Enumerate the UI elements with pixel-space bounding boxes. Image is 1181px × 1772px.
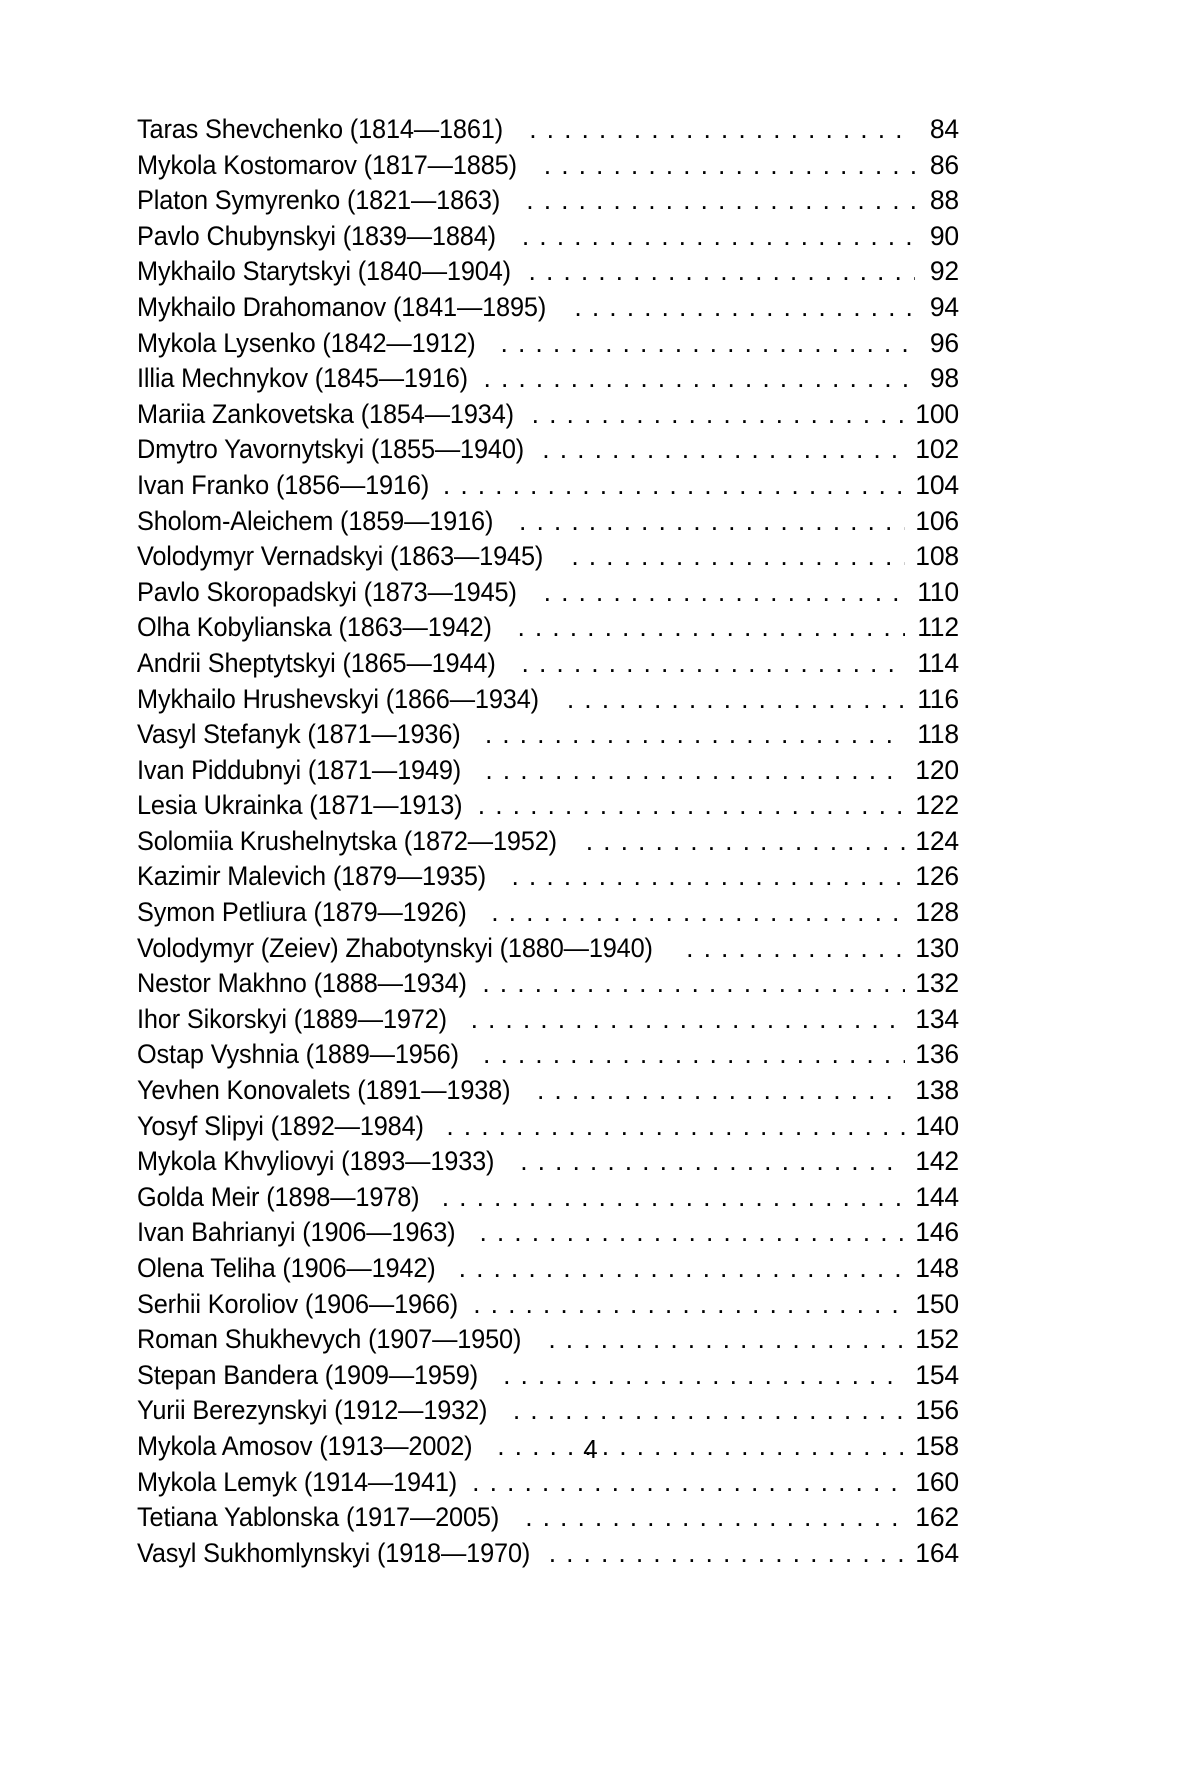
toc-entry-page-number: 90 (929, 220, 959, 251)
toc-entry-page-number: 160 (915, 1466, 959, 1497)
toc-entry-page-number: 134 (915, 1003, 959, 1034)
toc-entry[interactable] (137, 361, 959, 397)
toc-entry-title: Vasyl Sukhomlynskyi (1918—1970) (137, 1537, 531, 1568)
toc-dot-leader (442, 1184, 905, 1211)
toc-entry-title: Andrii Sheptytskyi (1865—1944) (137, 647, 496, 678)
toc-entry[interactable] (137, 859, 959, 895)
toc-entry[interactable] (137, 646, 959, 682)
toc-dot-leader (529, 116, 915, 143)
toc-dot-leader (549, 1540, 905, 1567)
toc-entry-page-number: 154 (915, 1359, 959, 1390)
toc-entry-page-number: 126 (915, 861, 959, 892)
footer-page-number: 4 (583, 1434, 598, 1464)
toc-dot-leader (542, 436, 905, 463)
toc-entry-page-number: 152 (915, 1324, 959, 1355)
toc-entry[interactable] (137, 1073, 959, 1109)
toc-dot-leader (519, 508, 905, 535)
toc-dot-leader (485, 757, 905, 784)
toc-entry[interactable] (137, 254, 959, 290)
toc-dot-leader (503, 1362, 905, 1389)
toc-dot-leader (446, 1113, 905, 1140)
toc-dot-leader (544, 152, 915, 179)
toc-entry-title: Lesia Ukrainka (1871—1913) (137, 790, 463, 821)
toc-entry[interactable] (137, 610, 959, 646)
toc-entry-title: Illia Mechnykov (1845—1916) (137, 363, 468, 394)
toc-dot-leader (471, 1006, 905, 1033)
toc-dot-leader (529, 258, 915, 285)
toc-dot-leader (491, 899, 905, 926)
toc-dot-leader (532, 401, 905, 428)
toc-entry-title: Solomiia Krushelnytska (1872—1952) (137, 825, 557, 856)
toc-entry-page-number: 116 (917, 683, 959, 714)
toc-entry[interactable] (137, 290, 959, 326)
toc-entry-title: Roman Shukhevych (1907—1950) (137, 1324, 522, 1355)
toc-dot-leader (513, 1397, 905, 1424)
toc-entry-page-number: 88 (929, 185, 959, 216)
toc-entry[interactable] (137, 1500, 959, 1536)
toc-entry-page-number: 132 (915, 968, 959, 999)
toc-entry-title: Ivan Piddubnyi (1871—1949) (137, 754, 462, 785)
toc-entry-title: Symon Petliura (1879—1926) (137, 897, 467, 928)
toc-entry[interactable] (137, 326, 959, 362)
toc-entry-title: Mykhailo Hrushevskyi (1866—1934) (137, 683, 539, 714)
toc-entry-page-number: 86 (929, 149, 959, 180)
toc-entry-title: Tetiana Yablonska (1917—2005) (137, 1502, 500, 1533)
toc-entry[interactable] (137, 1358, 959, 1394)
toc-dot-leader (443, 472, 905, 499)
toc-dot-leader (479, 1219, 905, 1246)
toc-entry-page-number: 124 (915, 825, 959, 856)
toc-entry-page-number: 164 (915, 1537, 959, 1568)
toc-dot-leader (537, 1077, 905, 1104)
toc-dot-leader (520, 1148, 905, 1175)
toc-entry-page-number: 122 (915, 790, 959, 821)
toc-entry-page-number: 114 (917, 647, 959, 678)
toc-entry[interactable] (137, 1251, 959, 1287)
toc-entry[interactable] (137, 1465, 959, 1501)
toc-entry[interactable] (137, 788, 959, 824)
toc-entry-page-number: 92 (929, 256, 959, 287)
toc-entry-title: Kazimir Malevich (1879—1935) (137, 861, 487, 892)
toc-entry-page-number: 108 (915, 541, 959, 572)
toc-entry[interactable] (137, 1109, 959, 1145)
toc-entry-page-number: 148 (915, 1253, 959, 1283)
toc-entry-title: Sholom-Aleichem (1859—1916) (137, 505, 494, 536)
toc-entry[interactable] (137, 575, 959, 611)
toc-dot-leader (526, 187, 915, 214)
toc-entry-page-number: 142 (915, 1146, 959, 1177)
toc-entry[interactable] (137, 468, 959, 504)
toc-entry-title: Dmytro Yavornytskyi (1855—1940) (137, 434, 525, 465)
toc-dot-leader (484, 365, 915, 392)
toc-entry-page-number: 140 (915, 1110, 959, 1141)
toc-entry-title: Volodymyr Vernadskyi (1863—1945) (137, 541, 544, 572)
toc-entry-title: Golda Meir (1898—1978) (137, 1181, 420, 1212)
toc-entry-page-number: 162 (915, 1502, 959, 1533)
toc-entry[interactable] (137, 682, 959, 718)
toc-dot-leader (525, 1504, 905, 1531)
toc-entry-page-number: 156 (915, 1395, 959, 1426)
toc-entry-page-number: 102 (915, 434, 959, 465)
toc-dot-leader (544, 579, 905, 606)
toc-entry[interactable] (137, 219, 959, 255)
toc-entry[interactable] (137, 824, 959, 860)
toc-entry[interactable] (137, 1287, 959, 1323)
toc-entry-title: Ivan Bahrianyi (1906—1963) (137, 1217, 456, 1248)
toc-entry[interactable] (137, 1322, 959, 1358)
toc-entry-title: Pavlo Chubynskyi (1839—1884) (137, 220, 496, 251)
toc-entry-page-number: 118 (917, 719, 959, 750)
toc-entry-page-number: 138 (915, 1075, 959, 1106)
toc-entry-title: Nestor Makhno (1888—1934) (137, 968, 467, 999)
toc-entry[interactable] (137, 1215, 959, 1251)
toc-entry[interactable] (137, 397, 959, 433)
toc-entry-title: Yosyf Slipyi (1892—1984) (137, 1110, 424, 1141)
toc-entry-page-number: 150 (915, 1288, 959, 1319)
toc-dot-leader (478, 792, 905, 819)
table-of-contents (137, 112, 959, 1571)
toc-entry-page-number: 98 (929, 363, 959, 394)
toc-entry-title: Pavlo Skoropadskyi (1873—1945) (137, 576, 517, 607)
toc-dot-leader (472, 1469, 905, 1496)
toc-entry-title: Platon Symyrenko (1821—1863) (137, 185, 501, 216)
toc-entry[interactable] (137, 1144, 959, 1180)
toc-dot-leader (511, 863, 905, 890)
toc-entry-page-number: 158 (915, 1430, 959, 1461)
toc-dot-leader (574, 294, 915, 321)
toc-entry[interactable] (137, 432, 959, 468)
toc-entry-title: Mykola Lysenko (1842—1912) (137, 327, 476, 358)
toc-entry[interactable] (137, 183, 959, 219)
toc-entry[interactable] (137, 539, 959, 575)
toc-entry-page-number: 136 (915, 1039, 959, 1070)
toc-entry-title: Volodymyr (Zeiev) Zhabotynskyi (1880—1940) (137, 932, 653, 963)
toc-dot-leader (586, 828, 905, 855)
toc-entry-title: Vasyl Stefanyk (1871—1936) (137, 719, 461, 750)
toc-entry-title: Ivan Franko (1856—1916) (137, 469, 430, 500)
toc-dot-leader (501, 330, 915, 357)
toc-entry-title: Taras Shevchenko (1814—1861) (137, 114, 503, 144)
toc-entry-title: Mariia Zankovetska (1854—1934) (137, 398, 514, 429)
toc-entry[interactable] (137, 753, 959, 789)
toc-entry[interactable] (137, 1037, 959, 1073)
toc-entry[interactable] (137, 504, 959, 540)
toc-dot-leader (459, 1255, 905, 1282)
toc-dot-leader (482, 970, 905, 997)
toc-entry-title: Mykhailo Drahomanov (1841—1895) (137, 291, 547, 322)
toc-dot-leader (522, 223, 915, 250)
toc-dot-leader (522, 650, 905, 677)
toc-entry-page-number: 96 (929, 327, 959, 358)
toc-dot-leader (485, 721, 905, 748)
toc-entry-title: Ostap Vyshnia (1889—1956) (137, 1039, 459, 1070)
toc-entry-title: Mykola Lemyk (1914—1941) (137, 1466, 458, 1497)
toc-entry-title: Stepan Bandera (1909—1959) (137, 1359, 478, 1390)
toc-entry-page-number: 146 (915, 1217, 959, 1248)
toc-entry[interactable] (137, 966, 959, 1002)
toc-dot-leader (548, 1326, 905, 1353)
toc-entry[interactable] (137, 148, 959, 184)
toc-dot-leader (686, 935, 905, 962)
toc-entry-page-number: 112 (917, 612, 959, 643)
toc-entry-page-number: 100 (915, 398, 959, 429)
toc-dot-leader (473, 1291, 905, 1318)
toc-entry-page-number: 94 (929, 291, 959, 322)
toc-entry-page-number: 104 (915, 469, 959, 500)
toc-entry-page-number: 110 (917, 576, 959, 607)
toc-entry-page-number: 128 (915, 897, 959, 928)
toc-entry[interactable] (137, 1002, 959, 1038)
toc-entry[interactable] (137, 112, 959, 148)
toc-entry[interactable] (137, 1393, 959, 1429)
toc-entry-title: Olena Teliha (1906—1942) (137, 1253, 436, 1283)
toc-entry-title: Serhii Koroliov (1906—1966) (137, 1288, 459, 1319)
toc-dot-leader (571, 543, 905, 570)
toc-entry-page-number: 144 (915, 1181, 959, 1212)
toc-entry-page-number: 130 (915, 932, 959, 963)
toc-entry-title: Ihor Sikorskyi (1889—1972) (137, 1003, 447, 1034)
toc-entry-title: Mykola Khvyliovyi (1893—1933) (137, 1146, 495, 1177)
toc-entry-title: Mykhailo Starytskyi (1840—1904) (137, 256, 511, 287)
toc-entry-page-number: 120 (915, 754, 959, 785)
toc-entry-title: Mykola Kostomarov (1817—1885) (137, 149, 517, 180)
toc-entry[interactable] (137, 717, 959, 753)
toc-entry-page-number: 106 (915, 505, 959, 536)
toc-entry-title: Yurii Berezynskyi (1912—1932) (137, 1395, 488, 1426)
toc-entry-title: Olha Kobylianska (1863—1942) (137, 612, 492, 643)
toc-entry-page-number: 84 (929, 114, 959, 144)
toc-dot-leader (483, 1041, 905, 1068)
toc-entry[interactable] (137, 895, 959, 931)
toc-entry-title: Mykola Amosov (1913—2002) (137, 1430, 473, 1461)
toc-entry[interactable] (137, 1536, 959, 1572)
toc-dot-leader (517, 614, 905, 641)
toc-dot-leader (567, 686, 905, 713)
toc-entry-title: Yevhen Konovalets (1891—1938) (137, 1075, 511, 1106)
toc-entry[interactable] (137, 931, 959, 967)
toc-entry[interactable] (137, 1180, 959, 1216)
